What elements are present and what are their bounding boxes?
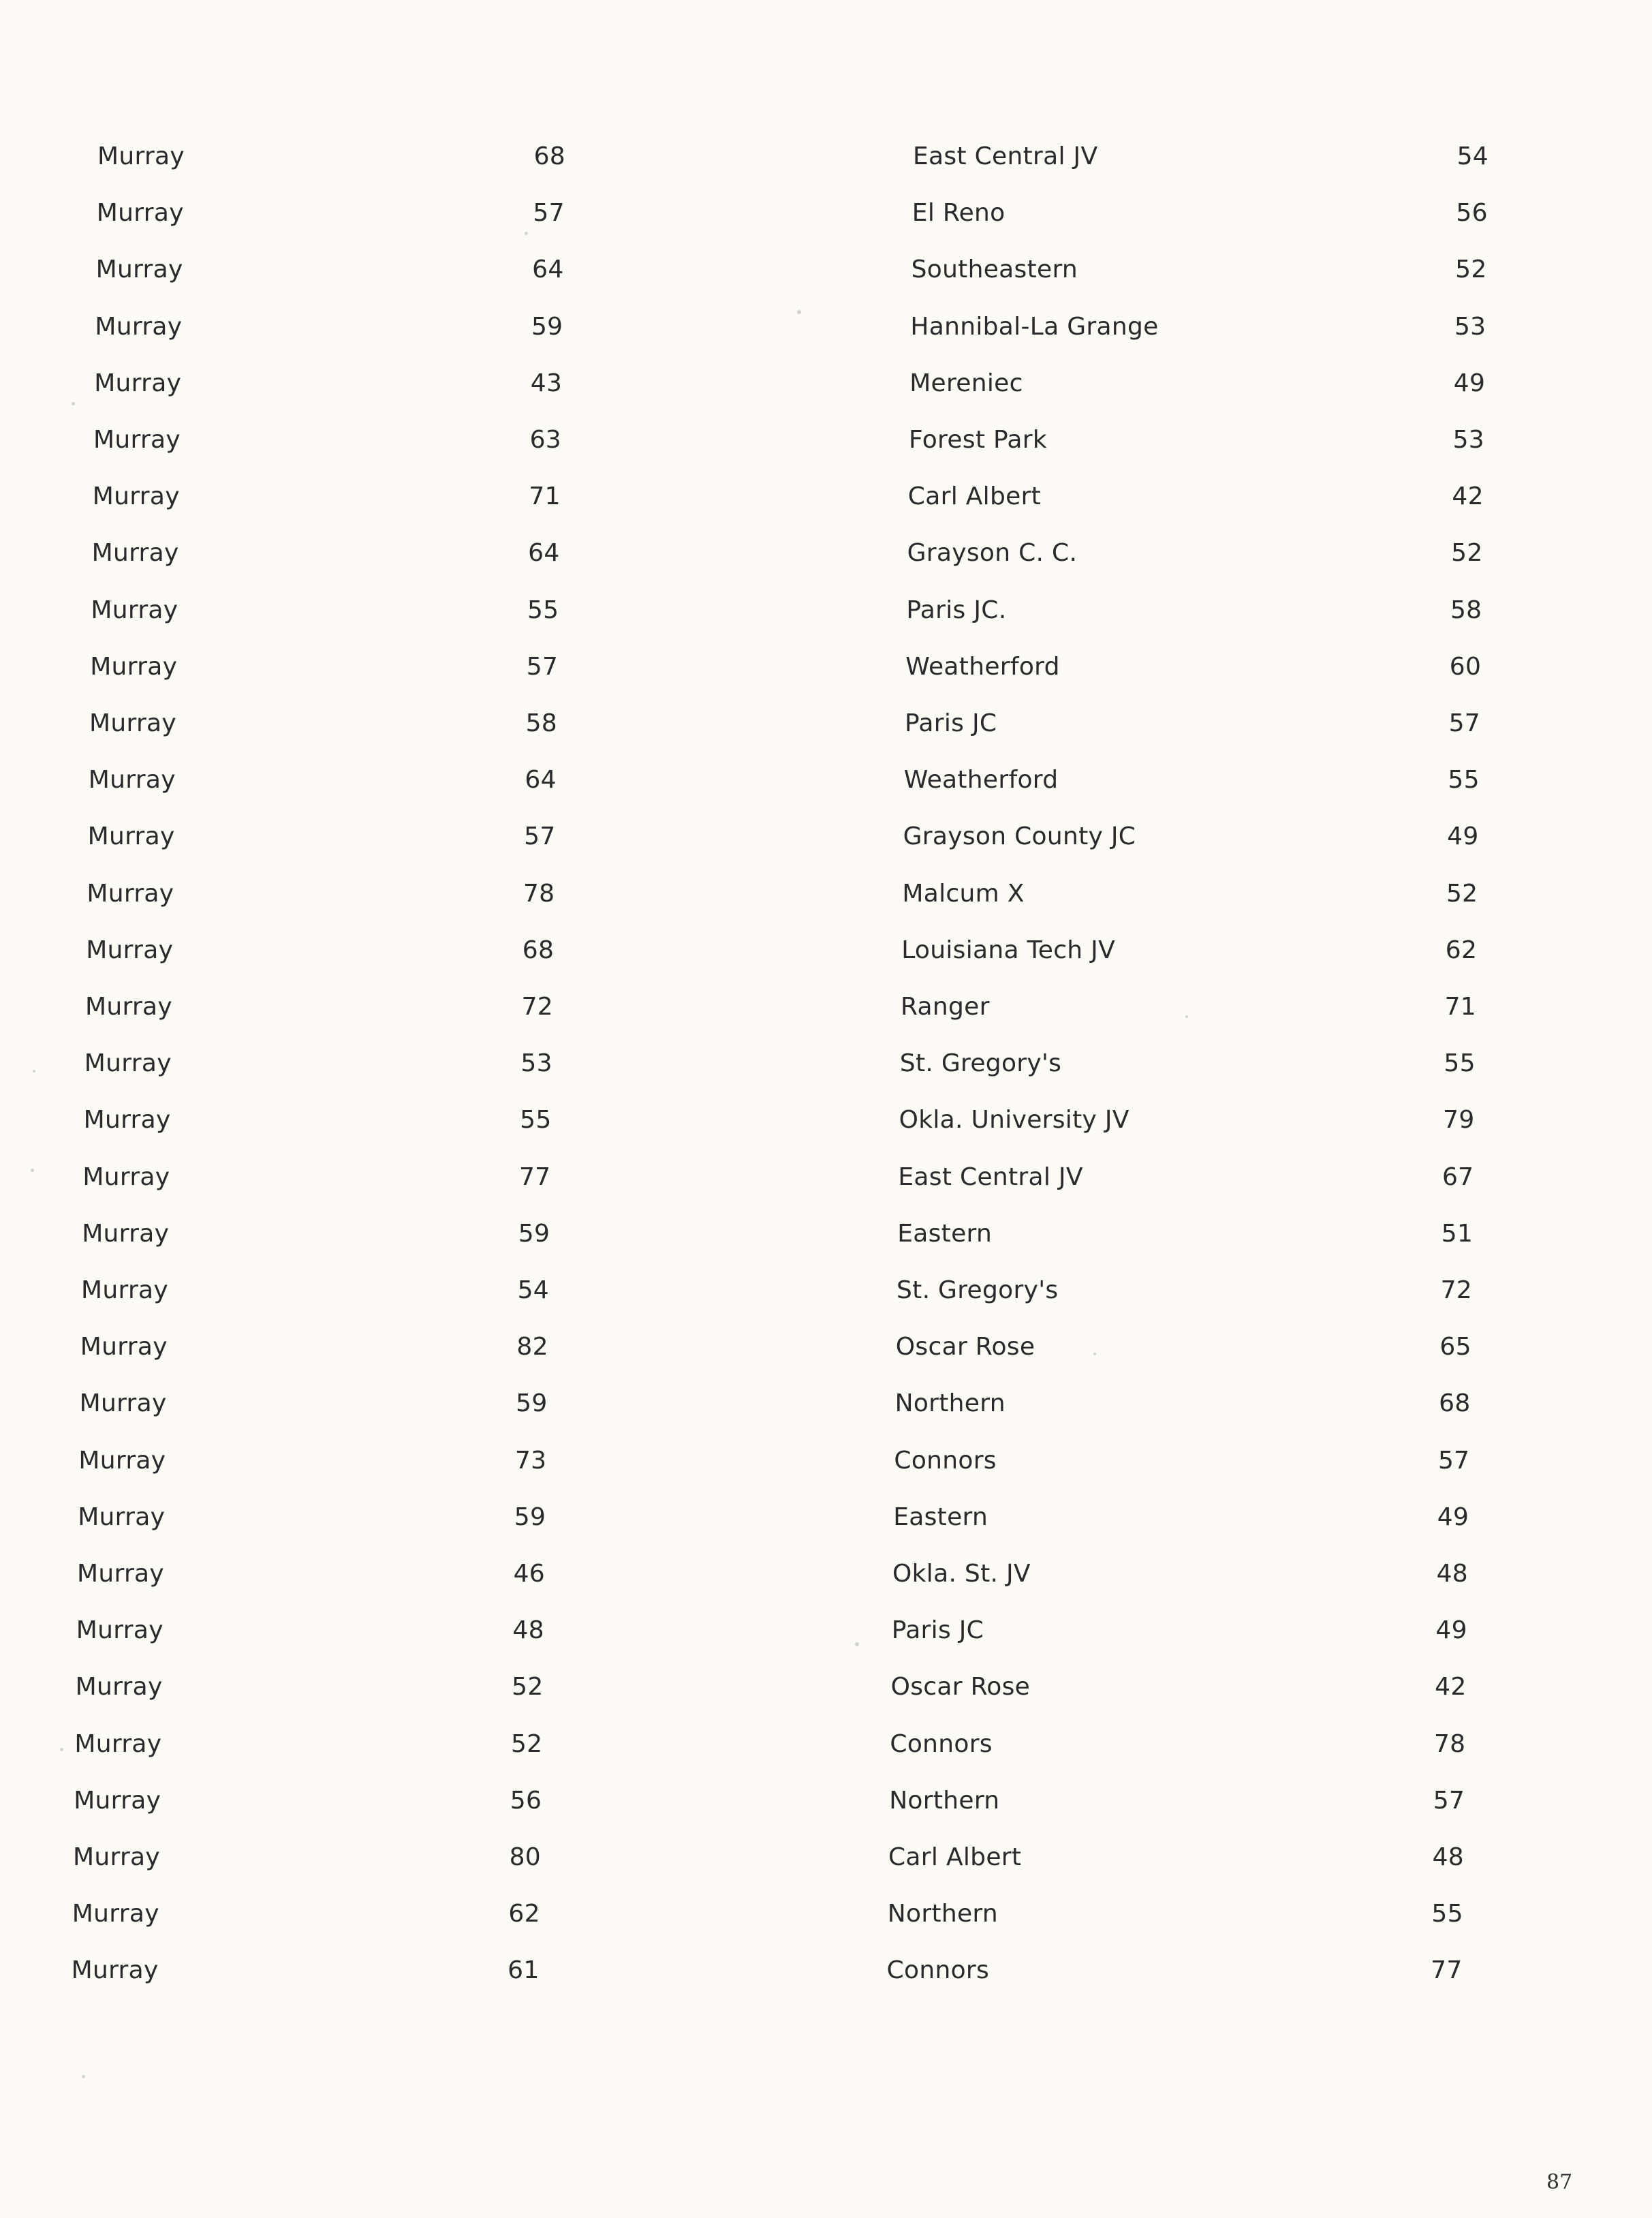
team-name: Murray — [77, 1560, 165, 1588]
team-score: 53 — [520, 1049, 552, 1078]
speck — [525, 232, 528, 235]
opponent-name: Paris JC — [905, 709, 997, 737]
table-row — [0, 647, 1652, 688]
team-name: Murray — [92, 482, 180, 511]
team-score: 78 — [523, 879, 555, 908]
opponent-name: Oscar Rose — [890, 1673, 1031, 1701]
team-name: Murray — [72, 1900, 159, 1928]
speck — [109, 600, 112, 602]
opponent-name: Weatherford — [905, 652, 1060, 681]
opponent-name: St. Gregory's — [899, 1049, 1062, 1078]
opponent-score: 62 — [1445, 936, 1478, 964]
opponent-name: Connors — [890, 1729, 993, 1758]
team-score: 64 — [525, 766, 557, 795]
team-name: Murray — [88, 766, 176, 795]
opponent-name: Carl Albert — [907, 482, 1042, 511]
table-row — [0, 1894, 1652, 1935]
table-row — [0, 1667, 1652, 1708]
table-row — [0, 703, 1652, 744]
table-row — [0, 1327, 1652, 1368]
opponent-name: Mereniec — [909, 369, 1023, 397]
speck — [33, 1070, 35, 1073]
opponent-name: Northern — [894, 1389, 1006, 1418]
table-row — [0, 874, 1652, 914]
table-row — [0, 590, 1652, 631]
team-name: Murray — [85, 993, 173, 1021]
team-score: 80 — [509, 1843, 541, 1871]
table-row — [0, 1950, 1652, 1991]
table-row — [0, 1554, 1652, 1595]
opponent-name: Eastern — [897, 1219, 993, 1248]
table-row — [0, 760, 1652, 801]
opponent-score: 60 — [1449, 652, 1482, 681]
opponent-score: 52 — [1455, 256, 1487, 284]
opponent-score: 51 — [1441, 1219, 1474, 1248]
team-score: 43 — [530, 369, 563, 397]
table-row — [0, 987, 1652, 1028]
opponent-score: 68 — [1439, 1389, 1471, 1418]
team-score: 77 — [518, 1162, 551, 1191]
team-name: Murray — [97, 142, 185, 170]
opponent-name: St. Gregory's — [897, 1276, 1059, 1304]
table-row — [0, 476, 1652, 517]
team-name: Murray — [94, 369, 182, 397]
team-score: 68 — [533, 142, 565, 170]
opponent-score: 56 — [1456, 199, 1488, 228]
table-row — [0, 1270, 1652, 1311]
team-name: Murray — [91, 539, 179, 568]
opponent-name: Connors — [886, 1956, 990, 1985]
table-row — [0, 1724, 1652, 1765]
opponent-score: 42 — [1435, 1673, 1467, 1701]
team-name: Murray — [74, 1729, 162, 1758]
table-row — [0, 816, 1652, 857]
team-name: Murray — [91, 596, 178, 624]
team-name: Murray — [93, 426, 181, 454]
team-name: Murray — [84, 1049, 172, 1078]
page-number: 87 — [1546, 2170, 1573, 2194]
opponent-score: 57 — [1448, 709, 1480, 737]
opponent-score: 55 — [1431, 1900, 1463, 1928]
team-score: 54 — [517, 1276, 549, 1304]
opponent-name: Weatherford — [903, 766, 1059, 795]
team-name: Murray — [89, 709, 177, 737]
table-row — [0, 136, 1652, 177]
team-name: Murray — [80, 1333, 168, 1361]
opponent-score: 57 — [1437, 1446, 1470, 1475]
team-name: Murray — [75, 1673, 163, 1701]
team-score: 73 — [514, 1446, 547, 1475]
opponent-score: 55 — [1444, 1049, 1476, 1078]
team-name: Murray — [96, 199, 184, 228]
opponent-name: Carl Albert — [888, 1843, 1022, 1871]
opponent-name: Eastern — [893, 1503, 988, 1531]
team-name: Murray — [86, 936, 174, 964]
team-score: 71 — [529, 482, 561, 511]
opponent-score: 52 — [1446, 879, 1478, 908]
table-row — [0, 1043, 1652, 1084]
table-row — [0, 1157, 1652, 1198]
team-score: 64 — [528, 539, 560, 568]
team-name: Murray — [71, 1956, 159, 1985]
opponent-name: Southeastern — [911, 256, 1078, 284]
team-name: Murray — [90, 652, 178, 681]
opponent-name: Connors — [894, 1446, 997, 1475]
team-score: 62 — [508, 1900, 540, 1928]
opponent-name: El Reno — [911, 199, 1006, 228]
team-score: 46 — [513, 1560, 545, 1588]
team-name: Murray — [81, 1276, 169, 1304]
opponent-score: 57 — [1433, 1786, 1465, 1815]
speck — [60, 1748, 63, 1751]
opponent-name: Paris JC. — [906, 596, 1007, 624]
speck — [72, 402, 75, 405]
team-score: 56 — [510, 1786, 542, 1815]
speck — [31, 1169, 34, 1172]
team-score: 55 — [520, 1106, 552, 1135]
table-row — [0, 363, 1652, 404]
opponent-score: 54 — [1456, 142, 1489, 170]
table-row — [0, 1214, 1652, 1254]
opponent-name: East Central JV — [898, 1162, 1083, 1191]
team-name: Murray — [87, 879, 174, 908]
opponent-score: 52 — [1451, 539, 1483, 568]
opponent-score: 79 — [1443, 1106, 1475, 1135]
team-score: 59 — [514, 1503, 546, 1531]
team-score: 68 — [522, 936, 555, 964]
table-row — [0, 1383, 1652, 1424]
team-name: Murray — [73, 1843, 161, 1871]
opponent-score: 49 — [1453, 369, 1486, 397]
opponent-score: 49 — [1435, 1616, 1467, 1645]
speck — [1093, 1353, 1096, 1355]
speck — [82, 2075, 85, 2078]
opponent-score: 53 — [1454, 312, 1486, 341]
team-name: Murray — [82, 1162, 170, 1191]
opponent-name: East Central JV — [913, 142, 1098, 170]
table-row — [0, 249, 1652, 290]
opponent-name: Louisiana Tech JV — [901, 936, 1116, 964]
opponent-name: Grayson C. C. — [907, 539, 1078, 568]
team-score: 52 — [510, 1729, 543, 1758]
team-name: Murray — [82, 1219, 170, 1248]
table-row — [0, 193, 1652, 234]
team-score: 59 — [518, 1219, 550, 1248]
opponent-score: 77 — [1431, 1956, 1463, 1985]
speck — [1185, 1015, 1188, 1018]
opponent-score: 55 — [1448, 766, 1480, 795]
opponent-name: Paris JC — [891, 1616, 984, 1645]
team-score: 57 — [526, 652, 559, 681]
opponent-score: 48 — [1432, 1843, 1464, 1871]
opponent-name: Northern — [887, 1900, 999, 1928]
team-score: 55 — [527, 596, 559, 624]
table-row — [0, 307, 1652, 348]
table-row — [0, 533, 1652, 574]
team-score: 61 — [508, 1956, 540, 1985]
table-row — [0, 1100, 1652, 1141]
opponent-score: 58 — [1450, 596, 1482, 624]
table-row — [0, 1837, 1652, 1878]
team-name: Murray — [78, 1446, 166, 1475]
opponent-name: Ranger — [901, 993, 990, 1021]
opponent-score: 49 — [1447, 822, 1479, 851]
team-name: Murray — [76, 1616, 163, 1645]
opponent-name: Oscar Rose — [895, 1333, 1035, 1361]
opponent-name: Northern — [889, 1786, 1000, 1815]
opponent-score: 67 — [1441, 1162, 1474, 1191]
team-name: Murray — [95, 312, 183, 341]
team-score: 48 — [512, 1616, 544, 1645]
table-row — [0, 1497, 1652, 1538]
opponent-name: Malcum X — [902, 879, 1025, 908]
table-row — [0, 1441, 1652, 1481]
table-row — [0, 1781, 1652, 1821]
team-name: Murray — [95, 256, 183, 284]
team-score: 58 — [525, 709, 557, 737]
team-name: Murray — [87, 822, 175, 851]
opponent-score: 53 — [1452, 426, 1484, 454]
opponent-score: 49 — [1437, 1503, 1469, 1531]
opponent-score: 42 — [1452, 482, 1484, 511]
opponent-score: 78 — [1433, 1729, 1466, 1758]
team-name: Murray — [83, 1106, 171, 1135]
team-score: 63 — [529, 426, 561, 454]
opponent-name: Forest Park — [909, 426, 1048, 454]
opponent-name: Okla. University JV — [899, 1106, 1129, 1135]
speck — [855, 1642, 859, 1646]
team-score: 57 — [533, 199, 565, 228]
opponent-score: 48 — [1436, 1560, 1468, 1588]
table-row — [0, 1610, 1652, 1651]
team-score: 52 — [512, 1673, 544, 1701]
team-score: 59 — [531, 312, 563, 341]
opponent-name: Okla. St. JV — [892, 1560, 1031, 1588]
team-score: 72 — [521, 993, 553, 1021]
team-score: 59 — [516, 1389, 548, 1418]
opponent-score: 72 — [1440, 1276, 1472, 1304]
team-name: Murray — [78, 1503, 166, 1531]
team-score: 64 — [532, 256, 564, 284]
team-score: 57 — [524, 822, 556, 851]
team-name: Murray — [74, 1786, 161, 1815]
speck — [797, 310, 801, 314]
opponent-name: Grayson County JC — [903, 822, 1136, 851]
opponent-score: 65 — [1439, 1333, 1471, 1361]
opponent-score: 71 — [1444, 993, 1476, 1021]
team-name: Murray — [79, 1389, 167, 1418]
table-row — [0, 420, 1652, 461]
opponent-name: Hannibal-La Grange — [910, 312, 1159, 341]
team-score: 82 — [516, 1333, 548, 1361]
table-row — [0, 930, 1652, 971]
